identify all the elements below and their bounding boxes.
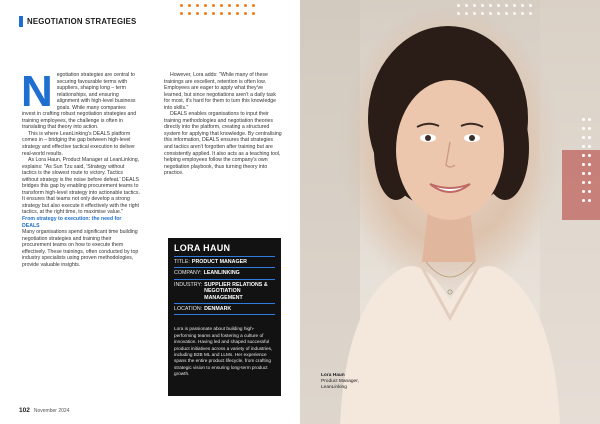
article-paragraph: Many organisations spend significant time building negotiation strategies and training their procurement teams on how to execute them effectively. These trainings, often conducted by top industry specialists using proven methodologies, provide valuable insights.	[22, 229, 139, 268]
profile-label: LOCATION:	[174, 306, 203, 313]
profile-value: LEANLINKING	[203, 270, 240, 277]
profile-value: PRODUCT MANAGER	[191, 259, 247, 265]
profile-box	[168, 238, 281, 396]
profile-value: SUPPLIER RELATIONS & NEGOTIATION MANAGEMENT	[204, 281, 268, 301]
profile-label: TITLE:	[174, 259, 190, 265]
article-paragraph: This is where LeanLinking's DEALS platform comes in – bridging the gap between high-level strategy and effective tactical execution to deliver real-world results.	[22, 130, 135, 157]
article-paragraph: DEALS enables organisations to input their training methodologies and negotiation theories directly into the platform, creating a structured system for applying that knowledge. By centralising this information, DEALS ensures that strategies and tactics aren't forgotten after training but are consistently applied. It also acts as a teaching tool, helping employees follow the company's own negotiation playbook, thus turning theory into practice.	[164, 111, 282, 177]
profile-row-title	[174, 257, 275, 268]
portrait-photo	[300, 0, 600, 424]
section-header	[19, 16, 136, 27]
header-accent-bar	[19, 16, 23, 27]
profile-row-company	[174, 268, 275, 279]
dropcap: N	[21, 67, 53, 116]
page-footer	[19, 407, 69, 414]
photo-caption	[321, 373, 359, 391]
profile-label: INDUSTRY:	[174, 281, 203, 288]
article-paragraph: However, Lora adds: "While many of these trainings are excellent, retention is often low. Employees are eager to apply what they've learned, but since negotiations aren't a daily task for most, it's hard for them to turn this knowledge into skills."	[164, 72, 277, 111]
section-title: NEGOTIATION STRATEGIES	[27, 17, 137, 26]
caption-company: LeanLinking	[321, 385, 347, 390]
profile-label: COMPANY:	[174, 270, 202, 277]
article-column-1	[21, 67, 140, 268]
profile-value: DENMARK	[204, 306, 232, 313]
article-paragraph: As Lora Haun, Product Manager at LeanLinking, explains: "As Sun Tzu said, 'Strategy without tactics is the slowest route to victory. Tactics without strategy is the noise before defeat.' DEALS bridges this gap by enabling procurement teams to transform high-level strategy into actionable tactics. It ensures that teams not only develop a strong strategy but also execute it effectively with the right tactics, at the right time, to maximise value."	[22, 157, 140, 216]
article-subheading: From strategy to execution: the need for DEALS	[22, 216, 122, 229]
decorative-dots	[457, 4, 537, 15]
issue-date: November 2024	[33, 408, 70, 414]
decorative-dots	[582, 118, 594, 202]
profile-name: LORA HAUN	[174, 243, 275, 257]
profile-row-location	[174, 304, 275, 315]
decorative-dots	[180, 4, 260, 15]
article-paragraph: egotiation strategies are central to securing favourable terms with suppliers, shaping long – term relationships, and ensuring alignment with high-level business goals. While many companies invest in crafting robust negotiation strategies and training employees, the challenge is often in translating that theory into action.	[22, 72, 137, 131]
caption-name: Lora Haun	[321, 373, 345, 378]
article-column-2	[164, 72, 282, 177]
caption-title: Product Manager,	[321, 379, 359, 384]
portrait-illustration	[300, 0, 600, 424]
page-number: 102	[19, 407, 30, 414]
profile-row-industry	[174, 280, 275, 304]
profile-bio: Lora is passionate about building high-performing teams and fostering a culture of innovation. Having led and shaped successful product initiatives across a variety of industries, including B2B ML and LLMs. Her experience spans the entire product lifecycle, from crafting strategic vision to ensuring long-term product growth.	[174, 326, 273, 377]
